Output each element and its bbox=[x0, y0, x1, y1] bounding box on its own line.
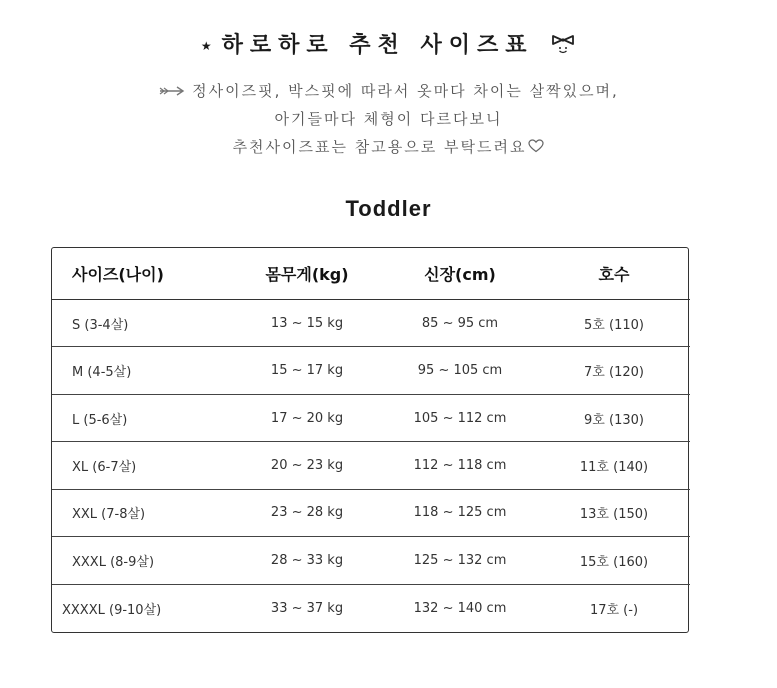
row-1-size: S (3-4살) bbox=[52, 300, 232, 347]
row-2-number: 7호 (120) bbox=[538, 347, 690, 394]
note-text-3: 추천사이즈표는 참고용으로 부탁드려요 bbox=[232, 138, 527, 156]
row-5-weight: 23 ~ 28 kg bbox=[232, 490, 382, 537]
star-icon: ★ bbox=[200, 39, 212, 53]
header-weight: 몸무게(kg) bbox=[232, 248, 382, 300]
note-text-2: 아기들마다 체형이 다르다보니 bbox=[274, 110, 503, 128]
note-line-2 bbox=[0, 108, 777, 129]
row-6-weight: 28 ~ 33 kg bbox=[232, 537, 382, 584]
row-5-number: 13호 (150) bbox=[538, 490, 690, 537]
row-2-height: 95 ~ 105 cm bbox=[382, 347, 538, 394]
heart-icon bbox=[528, 139, 544, 157]
row-7-size: XXXXL (9-10살) bbox=[62, 602, 162, 618]
header-height: 신장(cm) bbox=[382, 248, 538, 300]
row-4-number: 11호 (140) bbox=[538, 442, 690, 489]
row-4-weight: 20 ~ 23 kg bbox=[232, 442, 382, 489]
row-2-weight: 15 ~ 17 kg bbox=[232, 347, 382, 394]
row-6-height: 125 ~ 132 cm bbox=[382, 537, 538, 584]
header-number: 호수 bbox=[538, 248, 690, 300]
row-1-number: 5호 (110) bbox=[538, 300, 690, 347]
note-line-3 bbox=[0, 136, 777, 157]
row-3-size: L (5-6살) bbox=[52, 395, 232, 442]
row-7-weight: 33 ~ 37 kg bbox=[270, 600, 344, 616]
row-6-size: XXXL (8-9살) bbox=[52, 537, 232, 584]
size-table bbox=[51, 247, 689, 633]
bow-smiley-icon bbox=[550, 30, 576, 62]
row-3-weight: 17 ~ 20 kg bbox=[232, 395, 382, 442]
row-2-size: M (4-5살) bbox=[52, 347, 232, 394]
page-title bbox=[0, 28, 777, 62]
row-5-height: 118 ~ 125 cm bbox=[382, 490, 538, 537]
row-5-size: XXL (7-8살) bbox=[52, 490, 232, 537]
page-title-text: 하로하로 추천 사이즈표 bbox=[221, 33, 534, 58]
row-6-number: 15호 (160) bbox=[538, 537, 690, 584]
note-text-1: 정사이즈핏, 박스핏에 따라서 옷마다 차이는 살짝있으며, bbox=[192, 82, 619, 100]
row-3-number: 9호 (130) bbox=[538, 395, 690, 442]
arrow-icon bbox=[158, 83, 188, 101]
row-7-number: 17호 (-) bbox=[589, 602, 639, 618]
header-size: 사이즈(나이) bbox=[52, 248, 232, 300]
row-7-height: 132 ~ 140 cm bbox=[413, 600, 507, 616]
row-4-height: 112 ~ 118 cm bbox=[382, 442, 538, 489]
row-3-height: 105 ~ 112 cm bbox=[382, 395, 538, 442]
note-line-1 bbox=[0, 80, 777, 101]
section-title: Toddler bbox=[345, 196, 432, 221]
row-1-height: 85 ~ 95 cm bbox=[382, 300, 538, 347]
row-4-size: XL (6-7살) bbox=[52, 442, 232, 489]
row-1-weight: 13 ~ 15 kg bbox=[232, 300, 382, 347]
